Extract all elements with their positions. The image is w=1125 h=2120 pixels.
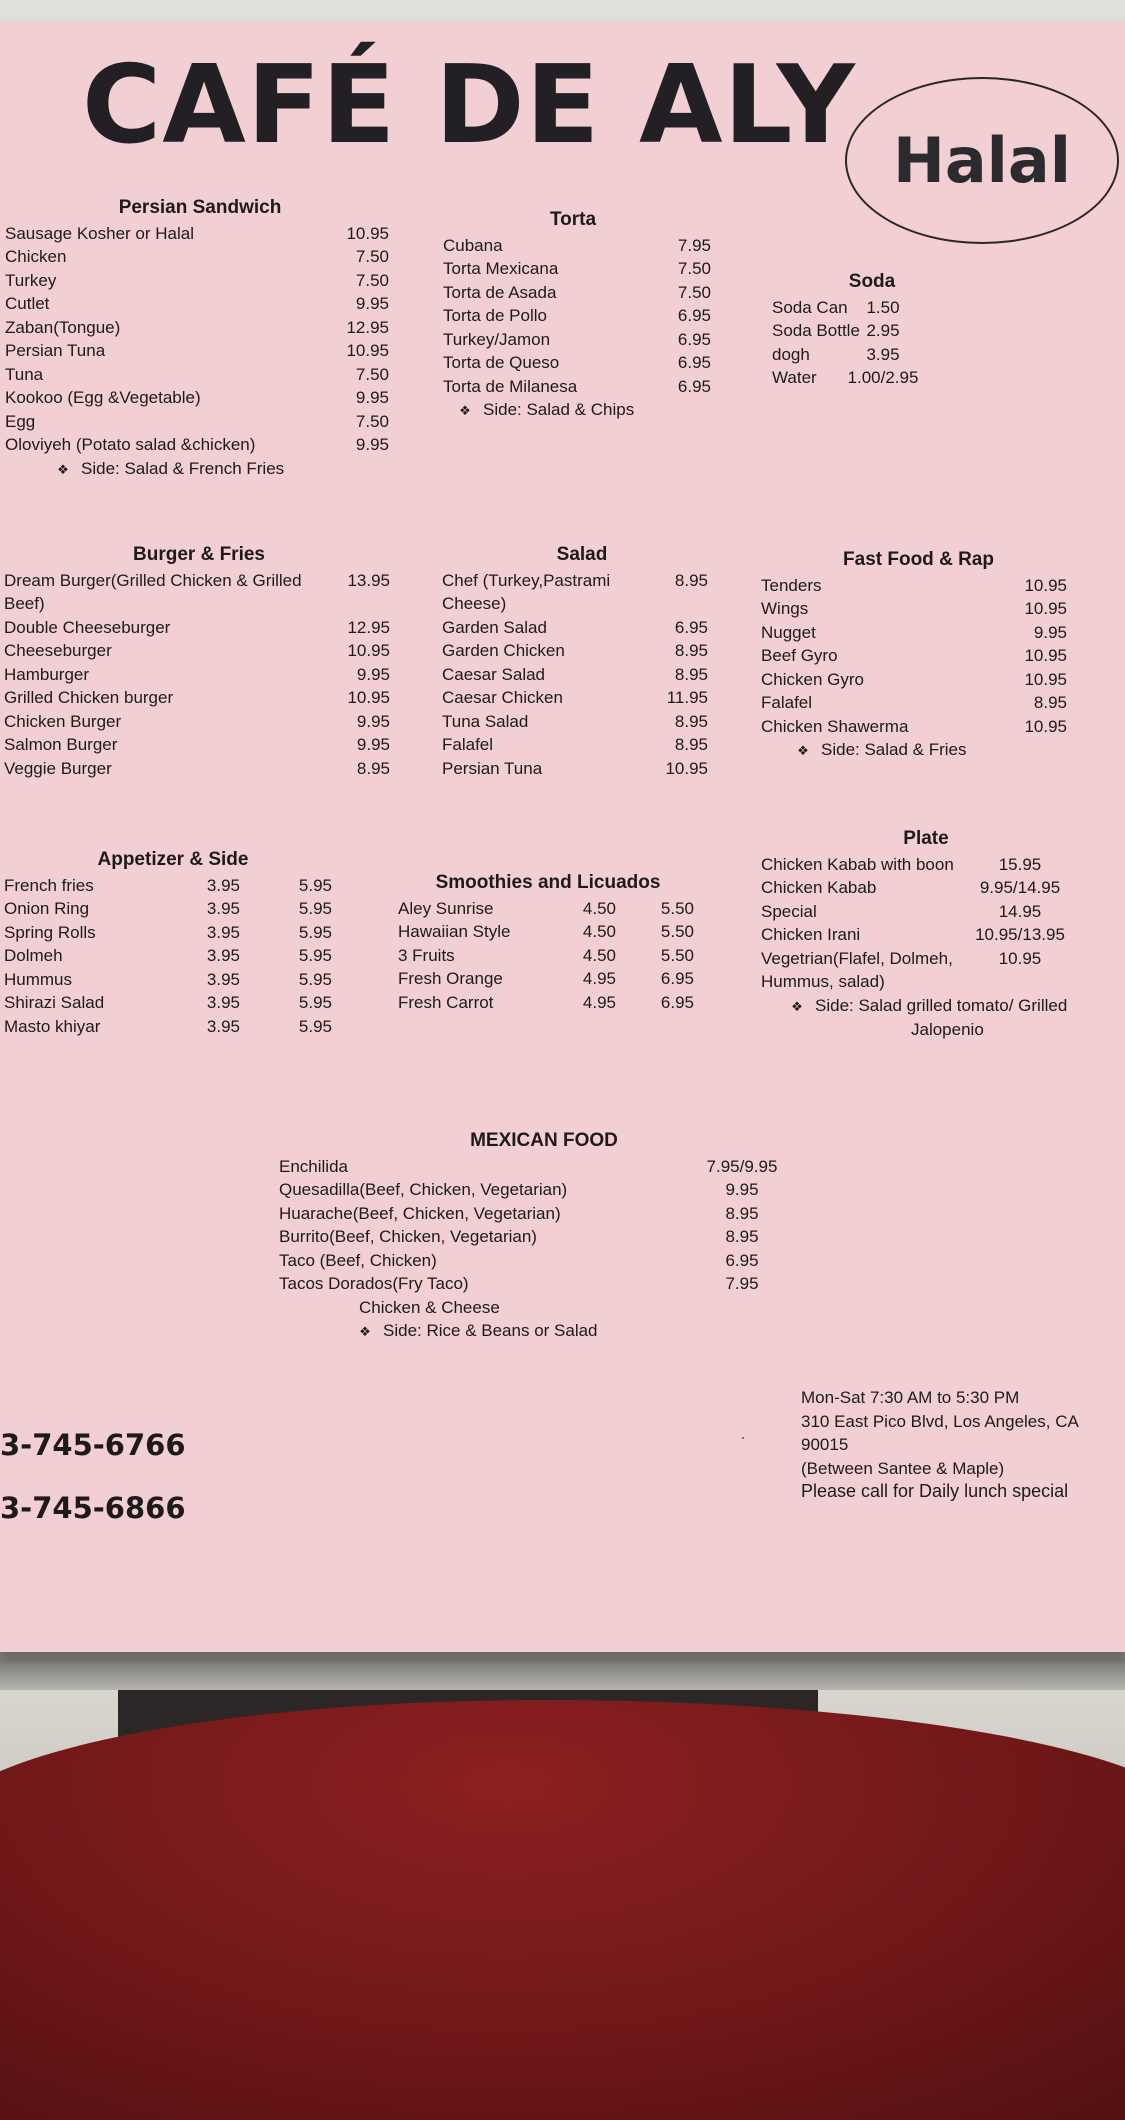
item-price: 7.95 bbox=[677, 235, 711, 255]
item-name: Aley Sunrise bbox=[398, 898, 494, 918]
item-name: Kookoo (Egg &Vegetable) bbox=[5, 388, 201, 407]
diamond-bullet-icon: ❖ bbox=[57, 461, 69, 477]
menu-item-row bbox=[761, 691, 1067, 715]
menu-item-row bbox=[761, 597, 1067, 621]
item-name: French fries bbox=[4, 875, 94, 895]
section-torta bbox=[443, 208, 711, 423]
menu-item-row bbox=[4, 733, 390, 757]
menu-item-row bbox=[761, 876, 1091, 900]
section-soda bbox=[772, 270, 972, 390]
menu-item-row bbox=[398, 967, 698, 991]
menu-item-row bbox=[4, 569, 390, 616]
item-name: Cheeseburger bbox=[4, 641, 112, 660]
lunch-special: Please call for Daily lunch special bbox=[801, 1481, 1069, 1501]
item-name: Salmon Burger bbox=[4, 735, 118, 754]
item-name: Fresh Orange bbox=[398, 969, 503, 988]
item-name: Tuna Salad bbox=[442, 711, 529, 731]
store-info bbox=[801, 1386, 1079, 1504]
section-title: Plate bbox=[903, 828, 949, 849]
item-name: 3 Fruits bbox=[398, 945, 455, 965]
item-price: 10.95 bbox=[998, 948, 1042, 968]
menu-item-row bbox=[4, 663, 390, 687]
item-price: 7.50 bbox=[355, 364, 389, 384]
menu-item-row bbox=[5, 386, 389, 410]
item-price: 7.50 bbox=[355, 270, 389, 290]
item-name: Enchilida bbox=[279, 1156, 348, 1176]
menu-item-row bbox=[5, 245, 389, 269]
item-price-large: 5.50 bbox=[660, 922, 694, 941]
item-name: Sausage Kosher or Halal bbox=[5, 223, 195, 243]
menu-item-row bbox=[761, 947, 1091, 994]
item-price: 8.95 bbox=[356, 758, 390, 778]
item-name: Chicken Gyro bbox=[761, 669, 864, 689]
sub-note: Chicken & Cheese bbox=[359, 1297, 500, 1317]
item-name: Masto khiyar bbox=[4, 1016, 101, 1036]
item-name: Torta de Milanesa bbox=[443, 376, 578, 396]
item-name: Oloviyeh (Potato salad &chicken) bbox=[5, 435, 256, 454]
side-note: ❖ Side: Salad grilled tomato/ Grilled bbox=[761, 994, 1091, 1019]
item-price: 9.95/14.95 bbox=[979, 878, 1061, 897]
menu-item-row bbox=[4, 616, 390, 640]
item-name: Shirazi Salad bbox=[4, 993, 105, 1012]
menu-item-row bbox=[442, 639, 707, 663]
phone-number-2[interactable]: 3-745-6866 bbox=[0, 1491, 186, 1525]
item-name: Huarache(Beef, Chicken, Vegetarian) bbox=[279, 1203, 561, 1223]
item-price: 8.95 bbox=[674, 735, 708, 754]
item-name: Beef Gyro bbox=[761, 646, 838, 665]
menu-item-row bbox=[442, 616, 707, 640]
item-price: 8.95 bbox=[725, 1227, 759, 1246]
item-name: Grilled Chicken burger bbox=[4, 688, 174, 707]
side-note: ❖ Side: Salad & Chips bbox=[443, 398, 708, 423]
menu-item-row bbox=[442, 686, 707, 710]
item-price: 8.95 bbox=[674, 641, 708, 660]
item-price-small: 4.50 bbox=[582, 945, 616, 965]
section-title: Appetizer & Side bbox=[97, 849, 249, 870]
menu-item-row bbox=[443, 257, 711, 281]
menu-item-row bbox=[5, 269, 389, 293]
menu-item-row bbox=[4, 897, 334, 921]
item-price-small: 3.95 bbox=[206, 946, 240, 965]
item-price: 7.50 bbox=[355, 247, 389, 266]
item-price: 9.95 bbox=[355, 294, 389, 313]
item-name: Garden Salad bbox=[442, 617, 547, 637]
menu-item-row bbox=[279, 1249, 779, 1273]
menu-item-row bbox=[279, 1272, 779, 1296]
item-name: Spring Rolls bbox=[4, 922, 96, 942]
address-line-1: 310 East Pico Blvd, Los Angeles, CA bbox=[801, 1411, 1079, 1431]
menu-item-row bbox=[761, 715, 1067, 739]
section-appetizer bbox=[4, 848, 334, 1038]
item-price-small: 4.50 bbox=[582, 898, 616, 918]
item-price: 10.95 bbox=[347, 641, 390, 660]
section-burger-fries bbox=[4, 543, 390, 780]
menu-item-row bbox=[772, 343, 972, 367]
item-price-small: 3.95 bbox=[206, 899, 240, 918]
item-name: Chicken Burger bbox=[4, 711, 122, 731]
item-price: 6.95 bbox=[674, 617, 708, 637]
item-price: 9.95 bbox=[355, 388, 389, 407]
item-name: Onion Ring bbox=[4, 899, 90, 918]
item-price: 6.95 bbox=[677, 376, 711, 396]
menu-item-row bbox=[772, 366, 972, 390]
item-price: 9.95 bbox=[356, 735, 390, 754]
item-price: 7.95 bbox=[725, 1274, 759, 1293]
item-name: Tenders bbox=[761, 575, 822, 595]
item-name: Water bbox=[772, 368, 817, 387]
menu-item-row bbox=[4, 686, 390, 710]
item-name: Soda Can bbox=[772, 297, 848, 317]
cafe-title: CAFÉ DE ALY bbox=[82, 43, 856, 168]
item-price: 7.50 bbox=[677, 282, 711, 302]
item-price: 10.95 bbox=[1024, 716, 1067, 736]
item-price: 14.95 bbox=[998, 901, 1042, 921]
item-price-small: 4.50 bbox=[582, 922, 616, 941]
item-price-large: 5.50 bbox=[660, 898, 694, 918]
item-name: Hummus bbox=[4, 969, 73, 989]
item-name: Nugget bbox=[761, 622, 816, 642]
menu-item-row bbox=[761, 621, 1067, 645]
menu-item-row bbox=[398, 991, 698, 1015]
menu-item-row bbox=[443, 234, 711, 258]
item-price: 6.95 bbox=[677, 329, 711, 349]
menu-item-row bbox=[4, 921, 334, 945]
menu-item-row bbox=[443, 281, 711, 305]
item-price-small: 4.95 bbox=[582, 969, 616, 988]
menu-item-row bbox=[5, 292, 389, 316]
item-name: Hawaiian Style bbox=[398, 922, 511, 941]
item-name: Falafel bbox=[442, 735, 494, 754]
item-name: Caesar Chicken bbox=[442, 688, 563, 707]
address-line-2: 90015 bbox=[801, 1435, 849, 1454]
menu-item-row bbox=[279, 1155, 779, 1179]
diamond-bullet-icon: ❖ bbox=[459, 403, 471, 418]
section-title: Torta bbox=[549, 209, 597, 230]
item-price: 10.95 bbox=[665, 758, 708, 778]
item-price-small: 4.95 bbox=[582, 992, 616, 1012]
item-price: 9.95 bbox=[356, 711, 390, 731]
item-price: 7.50 bbox=[355, 411, 389, 431]
item-price: 15.95 bbox=[998, 854, 1042, 874]
menu-item-row bbox=[442, 663, 707, 687]
menu-item-row bbox=[398, 920, 698, 944]
item-name: Taco (Beef, Chicken) bbox=[279, 1250, 437, 1270]
item-name: Turkey/Jamon bbox=[443, 329, 551, 349]
menu-item-row bbox=[442, 757, 707, 781]
item-price: 10.95 bbox=[346, 223, 389, 243]
section-salad bbox=[442, 543, 707, 780]
menu-item-row bbox=[4, 710, 390, 734]
menu-item-row bbox=[5, 410, 389, 434]
menu-item-row bbox=[5, 363, 389, 387]
item-price: 10.95/13.95 bbox=[975, 925, 1065, 944]
menu-item-row bbox=[761, 900, 1091, 924]
menu-item-row bbox=[443, 304, 711, 328]
item-name: Caesar Salad bbox=[442, 664, 546, 684]
item-name: Wings bbox=[761, 599, 809, 618]
section-plate bbox=[761, 827, 1091, 1042]
item-price: 9.95 bbox=[356, 664, 390, 684]
item-price-large: 5.95 bbox=[298, 993, 332, 1012]
menu-item-row bbox=[279, 1225, 779, 1249]
item-price: 7.50 bbox=[677, 259, 711, 278]
item-price: 9.95 bbox=[725, 1180, 759, 1199]
item-price-large: 5.95 bbox=[298, 946, 332, 965]
item-name: Fresh Carrot bbox=[398, 992, 494, 1012]
menu-item-row bbox=[4, 968, 334, 992]
item-name: Persian Tuna bbox=[442, 758, 543, 778]
item-price-large: 5.95 bbox=[298, 875, 332, 895]
section-title: Burger & Fries bbox=[133, 544, 265, 565]
item-price: 9.95 bbox=[355, 435, 389, 454]
section-title: Persian Sandwich bbox=[118, 197, 282, 218]
menu-item-row bbox=[4, 757, 390, 781]
item-name: Chicken Kabab with boon bbox=[761, 854, 954, 874]
item-name: Veggie Burger bbox=[4, 758, 112, 778]
item-name: Turkey bbox=[5, 270, 57, 290]
item-name: Burrito(Beef, Chicken, Vegetarian) bbox=[279, 1227, 537, 1246]
item-price-large: 5.95 bbox=[298, 922, 332, 942]
item-price: 12.95 bbox=[346, 317, 389, 337]
item-price: 10.95 bbox=[1024, 575, 1067, 595]
item-name: Cutlet bbox=[5, 294, 50, 313]
item-price-small: 3.95 bbox=[206, 922, 240, 942]
item-price: 11.95 bbox=[666, 688, 708, 707]
menu-item-row bbox=[4, 639, 390, 663]
item-name: Falafel bbox=[761, 693, 813, 712]
item-price-large: 5.50 bbox=[660, 945, 694, 965]
item-price: 8.95 bbox=[674, 570, 708, 590]
item-name: Soda Bottle bbox=[772, 321, 860, 340]
phone-number-1[interactable]: 3-745-6766 bbox=[0, 1428, 186, 1462]
menu-item-row bbox=[761, 668, 1067, 692]
diamond-bullet-icon: ❖ bbox=[791, 998, 803, 1014]
item-name: Cubana bbox=[443, 235, 503, 255]
item-price-small: 3.95 bbox=[206, 969, 240, 989]
menu-item-row bbox=[442, 710, 707, 734]
red-chair bbox=[0, 1700, 1125, 2120]
item-name: Chicken Irani bbox=[761, 925, 861, 944]
menu-item-row bbox=[5, 316, 389, 340]
item-name: Hamburger bbox=[4, 664, 90, 684]
item-price: 6.95 bbox=[725, 1250, 759, 1270]
item-price: 7.95/9.95 bbox=[706, 1156, 778, 1176]
item-name: Torta de Queso bbox=[443, 353, 560, 372]
item-name: Double Cheeseburger bbox=[4, 617, 171, 637]
item-price: 10.95 bbox=[1024, 646, 1067, 665]
menu-item-row bbox=[5, 433, 389, 457]
menu-item-row bbox=[761, 644, 1067, 668]
item-price-large: 5.95 bbox=[298, 969, 332, 989]
item-name: dogh bbox=[772, 344, 810, 364]
menu-item-row bbox=[761, 853, 1091, 877]
item-price: 10.95 bbox=[1024, 599, 1067, 618]
item-price-large: 6.95 bbox=[660, 992, 694, 1012]
menu-item-row bbox=[398, 897, 698, 921]
item-price: 6.95 bbox=[677, 306, 711, 325]
item-price-large: 6.95 bbox=[660, 969, 694, 988]
item-name: Persian Tuna bbox=[5, 341, 106, 360]
item-price: 12.95 bbox=[347, 617, 390, 637]
menu-item-row bbox=[442, 569, 707, 616]
section-mexican bbox=[279, 1129, 779, 1344]
halal-badge-label: Halal bbox=[892, 124, 1072, 197]
item-name: Dolmeh bbox=[4, 946, 63, 965]
item-name: Torta Mexicana bbox=[443, 259, 559, 278]
menu-item-row bbox=[443, 328, 711, 352]
menu-item-row bbox=[279, 1202, 779, 1226]
menu-item-row bbox=[5, 222, 389, 246]
item-price-small: 3.95 bbox=[206, 875, 240, 895]
menu-item-row bbox=[772, 319, 972, 343]
menu-item-row bbox=[761, 923, 1091, 947]
menu-item-row bbox=[443, 351, 711, 375]
item-name: Chicken Kabab bbox=[761, 878, 877, 897]
menu-item-row bbox=[761, 574, 1067, 598]
item-name: Garden Chicken bbox=[442, 641, 565, 660]
item-price-small: 3.95 bbox=[206, 993, 240, 1012]
item-name: Tuna bbox=[5, 364, 44, 384]
item-price-large: 5.95 bbox=[298, 899, 332, 918]
section-persian-sandwich bbox=[5, 196, 389, 481]
item-price: 8.95 bbox=[674, 711, 708, 731]
item-price: 1.00/2.95 bbox=[847, 368, 919, 387]
menu-item-row bbox=[442, 733, 707, 757]
menu-item-row bbox=[4, 1015, 334, 1039]
item-price: 10.95 bbox=[347, 688, 390, 707]
side-note: ❖ Side: Salad & French Fries bbox=[5, 457, 385, 482]
section-title: MEXICAN FOOD bbox=[470, 1130, 618, 1151]
halal-badge bbox=[845, 77, 1119, 244]
item-price: 6.95 bbox=[677, 353, 711, 372]
item-name: Vegetrian(Flafel, Dolmeh, Hummus, salad) bbox=[761, 948, 953, 991]
item-name: Chicken bbox=[5, 247, 67, 266]
section-smoothies bbox=[398, 871, 698, 1014]
paper-speck bbox=[742, 1437, 744, 1439]
diamond-bullet-icon: ❖ bbox=[359, 1324, 371, 1339]
menu-item-row bbox=[772, 296, 972, 320]
cross-streets: (Between Santee & Maple) bbox=[801, 1458, 1005, 1478]
hours: Mon-Sat 7:30 AM to 5:30 PM bbox=[801, 1388, 1020, 1407]
side-note: ❖ Side: Salad & Fries bbox=[761, 738, 1061, 763]
section-title: Salad bbox=[556, 544, 608, 565]
item-price: 2.95 bbox=[866, 321, 900, 340]
item-name: Torta de Asada bbox=[443, 282, 557, 302]
item-price: 10.95 bbox=[346, 341, 389, 360]
item-name: Chicken Shawerma bbox=[761, 716, 909, 736]
menu-item-row bbox=[4, 944, 334, 968]
menu-item-row bbox=[398, 944, 698, 968]
item-name: Chef (Turkey,Pastrami Cheese) bbox=[442, 570, 611, 613]
menu-item-row bbox=[443, 375, 711, 399]
diamond-bullet-icon: ❖ bbox=[797, 743, 809, 758]
item-price: 1.50 bbox=[866, 297, 900, 317]
item-price: 13.95 bbox=[347, 570, 390, 590]
item-price: 8.95 bbox=[674, 664, 708, 684]
item-name: Tacos Dorados(Fry Taco) bbox=[279, 1274, 469, 1293]
item-name: Quesadilla(Beef, Chicken, Vegetarian) bbox=[279, 1180, 568, 1199]
side-note-continued: Jalopenio bbox=[911, 1020, 984, 1039]
item-name: Zaban(Tongue) bbox=[5, 317, 121, 337]
item-price-large: 5.95 bbox=[298, 1016, 332, 1036]
item-name: Special bbox=[761, 901, 817, 921]
item-price: 10.95 bbox=[1024, 669, 1067, 689]
item-price-small: 3.95 bbox=[206, 1016, 240, 1036]
item-price: 8.95 bbox=[725, 1203, 759, 1223]
section-title: Fast Food & Rap bbox=[843, 549, 994, 570]
item-price: 8.95 bbox=[1033, 693, 1067, 712]
item-price: 9.95 bbox=[1033, 622, 1067, 642]
item-name: Torta de Pollo bbox=[443, 306, 547, 325]
menu-item-row bbox=[279, 1178, 779, 1202]
menu-item-row bbox=[4, 991, 334, 1015]
item-price: 3.95 bbox=[866, 344, 900, 364]
side-note: ❖ Side: Rice & Beans or Salad bbox=[279, 1319, 779, 1344]
section-fast-food bbox=[761, 548, 1067, 763]
section-title: Smoothies and Licuados bbox=[435, 872, 661, 893]
menu-item-row bbox=[4, 874, 334, 898]
section-title: Soda bbox=[848, 271, 896, 292]
item-name: Egg bbox=[5, 411, 36, 431]
item-name: Dream Burger(Grilled Chicken & Grilled Beef) bbox=[4, 570, 302, 613]
menu-item-row bbox=[5, 339, 389, 363]
